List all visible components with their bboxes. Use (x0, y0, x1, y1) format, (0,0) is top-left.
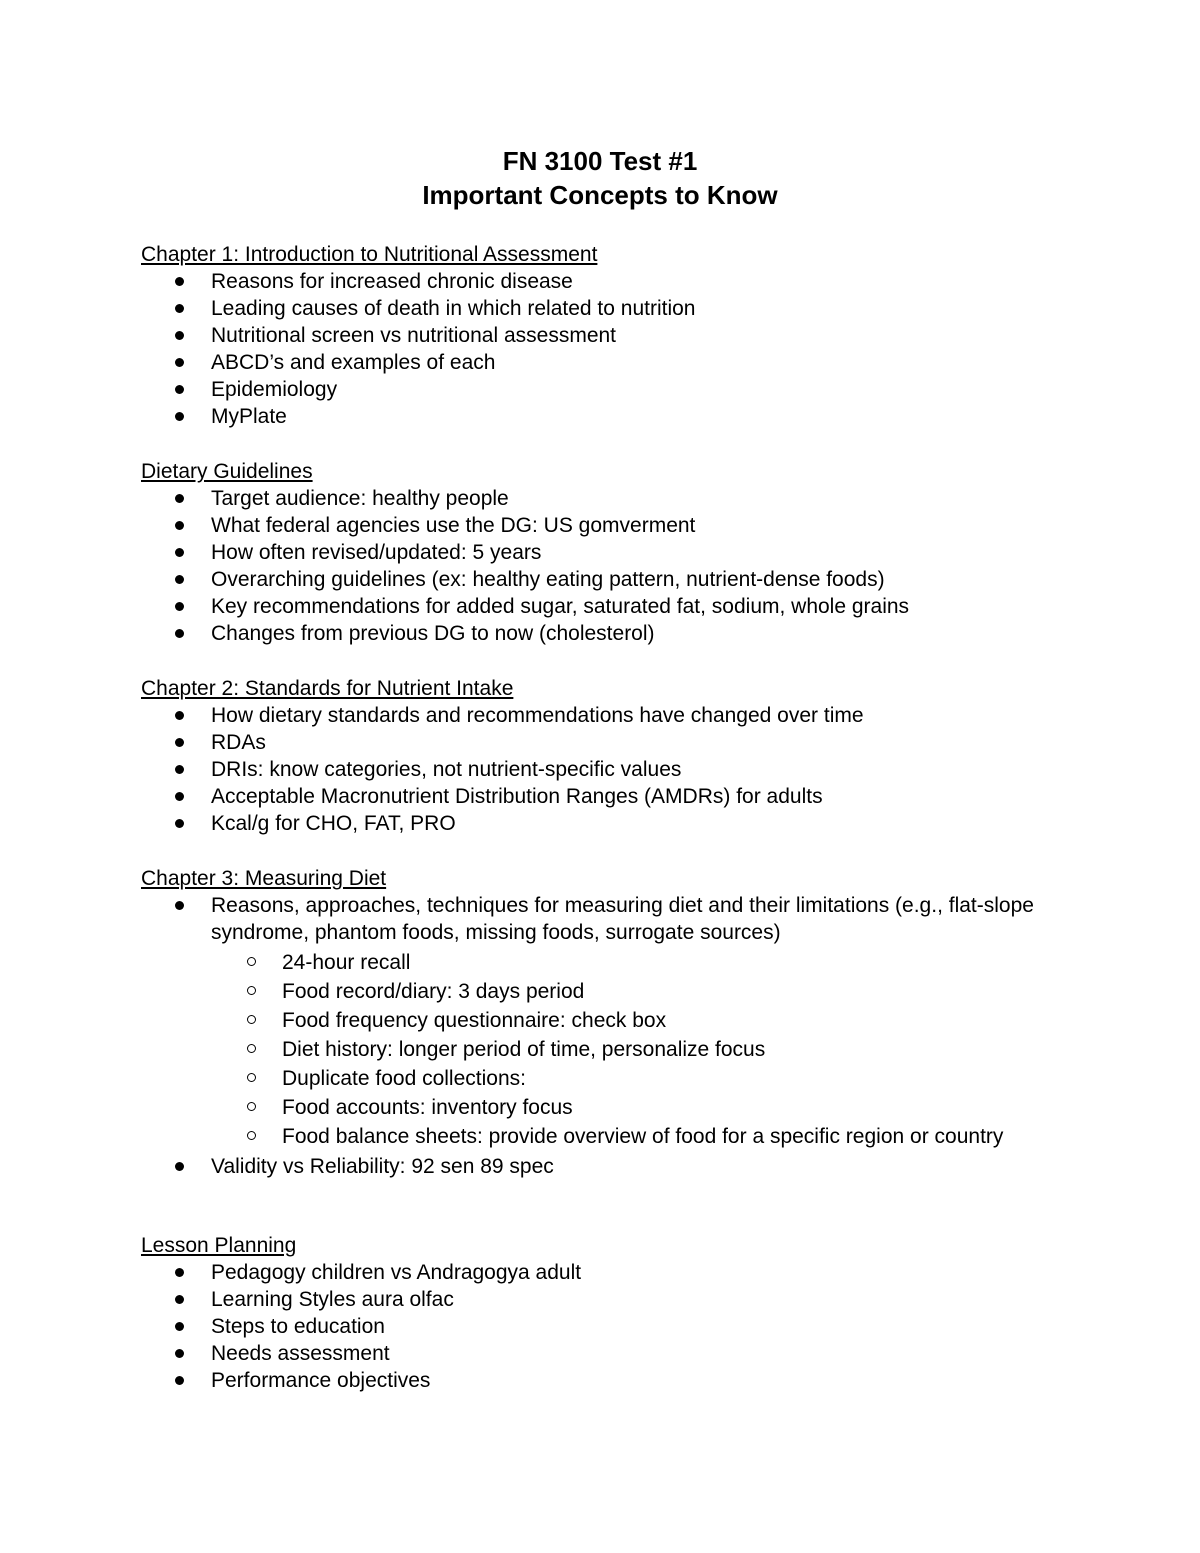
bullet-icon (175, 629, 184, 638)
list-item: Target audience: healthy people (141, 485, 1101, 512)
bullet-icon (175, 602, 184, 611)
list-item: Validity vs Reliability: 92 sen 89 spec (141, 1153, 1101, 1180)
section-heading: Chapter 2: Standards for Nutrient Intake (141, 677, 514, 700)
document-subtitle: Important Concepts to Know (422, 180, 778, 210)
section-chapter-2 (141, 675, 1101, 837)
circle-bullet-icon (247, 1015, 256, 1024)
list-item: Changes from previous DG to now (cholesterol) (141, 620, 1101, 647)
bullet-icon (175, 331, 184, 340)
list-item: Nutritional screen vs nutritional assessment (141, 322, 1101, 349)
list-item: Pedagogy children vs Andragogya adult (141, 1259, 1101, 1286)
section-chapter-1 (141, 241, 1101, 430)
section-heading: Dietary Guidelines (141, 460, 313, 483)
bullet-list (141, 268, 1101, 430)
list-item: How often revised/updated: 5 years (141, 539, 1101, 566)
bullet-list (141, 485, 1101, 647)
list-item: Overarching guidelines (ex: healthy eating pattern, nutrient-dense foods) (141, 566, 1101, 593)
bullet-icon (175, 1322, 184, 1331)
list-item: ABCD’s and examples of each (141, 349, 1101, 376)
bullet-icon (175, 548, 184, 557)
section-lesson-planning (141, 1232, 1101, 1394)
document-title: FN 3100 Test #1 (502, 146, 698, 176)
sub-list-item: 24-hour recall (211, 948, 1041, 977)
sub-list-item: Food frequency questionnaire: check box (211, 1006, 1041, 1035)
section-chapter-3 (141, 865, 1101, 1180)
bullet-icon (175, 494, 184, 503)
bullet-icon (175, 412, 184, 421)
list-item: Steps to education (141, 1313, 1101, 1340)
list-item: Acceptable Macronutrient Distribution Ranges (AMDRs) for adults (141, 783, 1101, 810)
bullet-icon (175, 819, 184, 828)
list-item: Kcal/g for CHO, FAT, PRO (141, 810, 1101, 837)
bullet-icon (175, 1268, 184, 1277)
circle-bullet-icon (247, 1131, 256, 1140)
bullet-list (141, 702, 1101, 837)
bullet-icon (175, 277, 184, 286)
bullet-icon (175, 1295, 184, 1304)
bullet-icon (175, 575, 184, 584)
bullet-icon (175, 792, 184, 801)
bullet-icon (175, 711, 184, 720)
section-heading: Chapter 3: Measuring Diet (141, 867, 387, 890)
bullet-icon (175, 358, 184, 367)
list-item: What federal agencies use the DG: US gomverment (141, 512, 1101, 539)
bullet-list (141, 892, 1101, 1180)
list-item: DRIs: know categories, not nutrient-specific values (141, 756, 1101, 783)
list-item: RDAs (141, 729, 1101, 756)
section-heading: Lesson Planning (141, 1234, 297, 1257)
list-item: Reasons for increased chronic disease (141, 268, 1101, 295)
bullet-icon (175, 304, 184, 313)
list-item: Epidemiology (141, 376, 1101, 403)
bullet-icon (175, 765, 184, 774)
bullet-icon (175, 901, 184, 910)
section-heading: Chapter 1: Introduction to Nutritional Assessment (141, 243, 598, 266)
list-item: Performance objectives (141, 1367, 1101, 1394)
bullet-icon (175, 521, 184, 530)
list-item: Key recommendations for added sugar, saturated fat, sodium, whole grains (141, 593, 1101, 620)
sub-list-item: Food accounts: inventory focus (211, 1093, 1041, 1122)
circle-bullet-icon (247, 957, 256, 966)
bullet-icon (175, 1376, 184, 1385)
bullet-icon (175, 385, 184, 394)
sub-list-item: Duplicate food collections: (211, 1064, 1041, 1093)
section-dietary-guidelines (141, 458, 1101, 647)
list-item: Leading causes of death in which related to nutrition (141, 295, 1101, 322)
list-item: Learning Styles aura olfac (141, 1286, 1101, 1313)
sub-list-item: Food record/diary: 3 days period (211, 977, 1041, 1006)
bullet-list (141, 1259, 1101, 1394)
circle-bullet-icon (247, 1044, 256, 1053)
sub-list-item: Diet history: longer period of time, personalize focus (211, 1035, 1041, 1064)
list-item: Reasons, approaches, techniques for measuring diet and their limitations (e.g., flat-slope syndrome, phantom foods, missing foods, surrogate sources) 24-hour recall Food record/diary: 3 days period Food frequency questionnaire: check box Diet history: longer period of time, personalize focus Duplicate food collections: Food accounts: inventory focus Food balance sheets: provide overview of food for a specific region or country (141, 892, 1041, 1151)
circle-bullet-icon (247, 1102, 256, 1111)
bullet-icon (175, 1162, 184, 1171)
sub-list (211, 948, 1041, 1151)
bullet-icon (175, 738, 184, 747)
list-item: MyPlate (141, 403, 1101, 430)
list-item: Needs assessment (141, 1340, 1101, 1367)
sub-list-item: Food balance sheets: provide overview of food for a specific region or country (211, 1122, 1012, 1151)
circle-bullet-icon (247, 1073, 256, 1082)
circle-bullet-icon (247, 986, 256, 995)
bullet-icon (175, 1349, 184, 1358)
list-item: How dietary standards and recommendations have changed over time (141, 702, 1101, 729)
